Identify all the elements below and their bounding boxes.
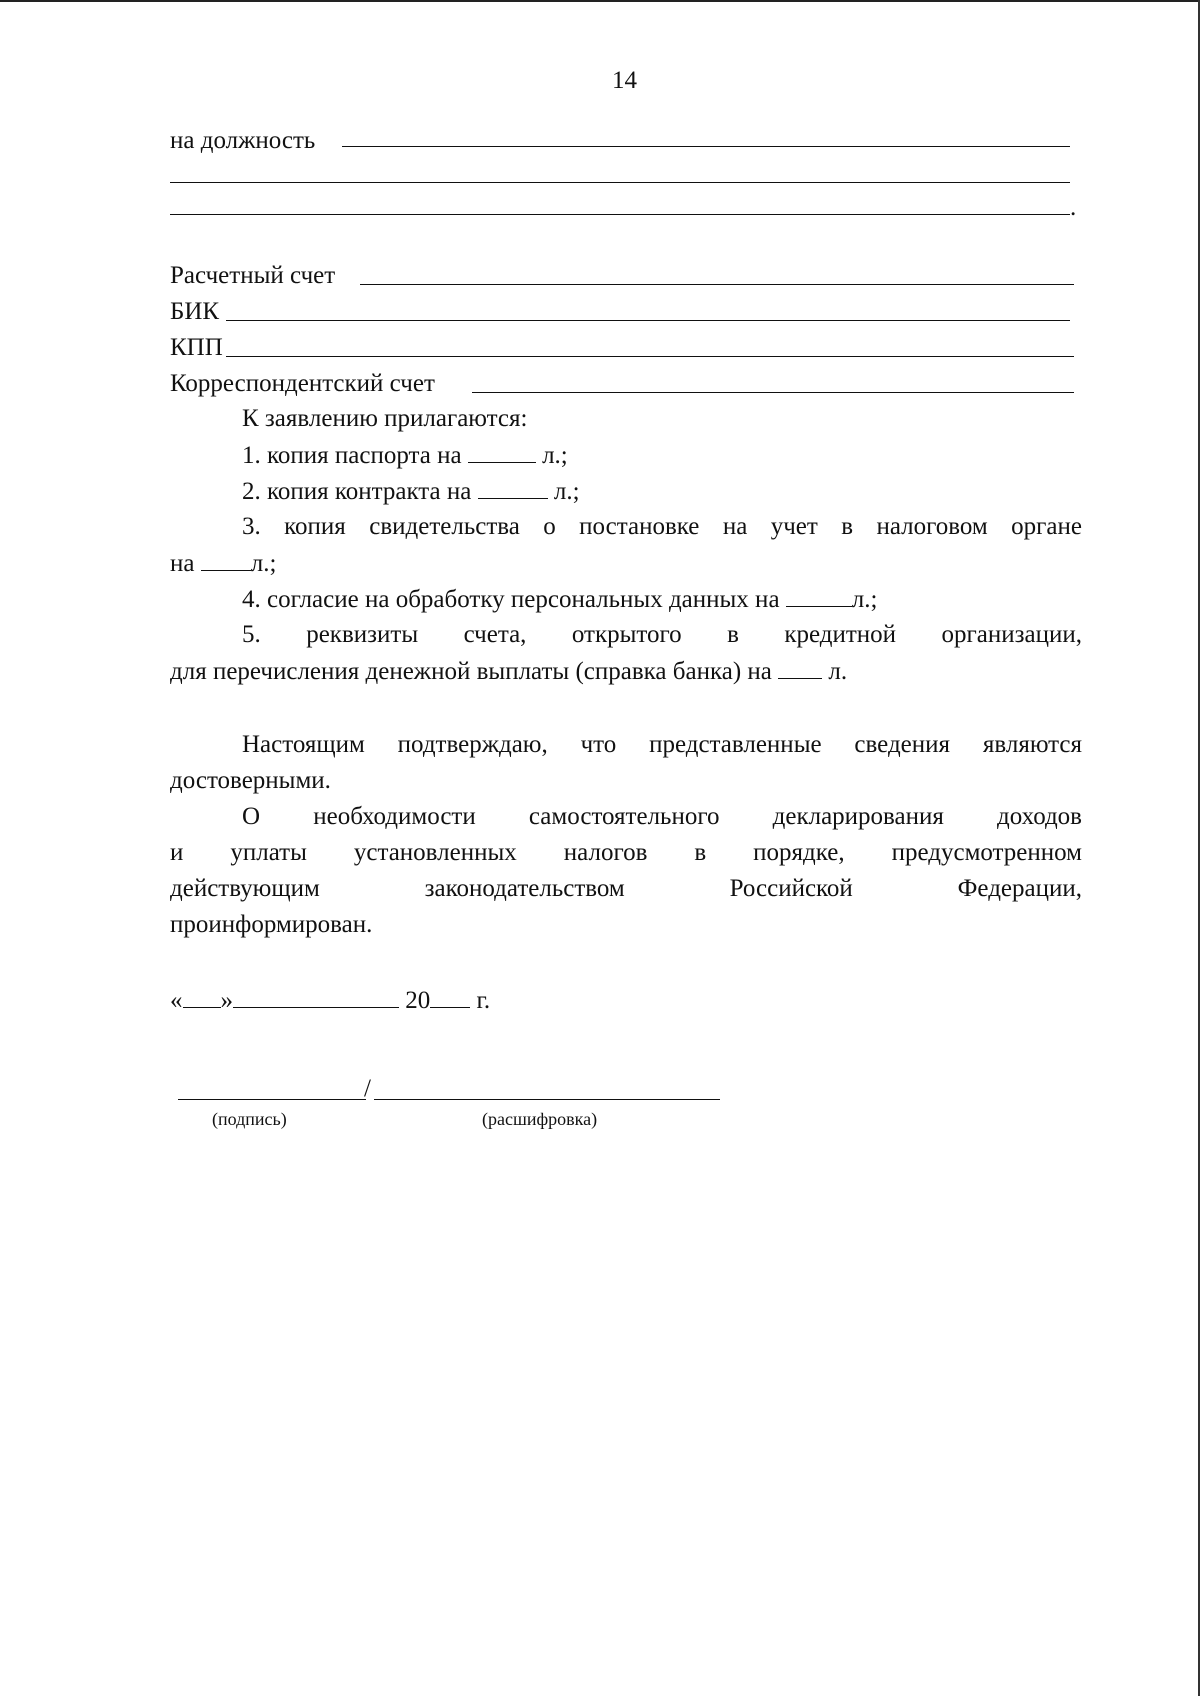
date-open-quote: « [170,987,183,1014]
attachment-item-2-text: 2. копия контракта на [242,478,472,505]
decryption-caption: (расшифровка) [482,1109,598,1129]
attachment-item-3-text: на [170,550,195,577]
attachment-item-1-suffix: л.; [542,442,568,469]
position-field-line-3[interactable] [170,214,1070,215]
attachment-item-5-text: для перечисления денежной выплаты (справка банка) на [170,658,772,685]
attachment-item-5-suffix: л. [828,658,848,685]
page-number: 14 [612,67,637,94]
tax-notice-line-4: проинформирован. [170,911,373,938]
attachment-item-1 [242,440,568,471]
attachment-item-3-suffix: л.; [250,550,277,577]
attachment-item-3-pages-field[interactable] [201,548,251,571]
attachment-item-5-line-2 [170,656,847,687]
date-year-field[interactable] [430,985,470,1008]
bik-label: БИК [170,298,220,325]
attachment-item-1-pages-field[interactable] [468,440,536,463]
corr-account-label: Корреспондентский счет [170,370,435,397]
account-field-line[interactable] [360,284,1074,285]
position-field-line-1[interactable] [342,146,1070,147]
bik-field-line[interactable] [226,320,1070,321]
date-year-suffix: г. [476,987,491,1014]
attachment-item-4-suffix: л.; [851,586,878,613]
signature-caption: (подпись) [212,1109,287,1129]
kpp-label: КПП [170,334,223,361]
tax-notice-line-2: и уплаты установленных налогов в порядке, предусмотренном [170,839,1082,866]
attachments-heading: К заявлению прилагаются: [242,405,528,432]
attachment-item-5-pages-field[interactable] [778,656,822,679]
date-close-quote: » [220,987,233,1014]
signature-field-line[interactable] [178,1099,366,1100]
scan-top-edge [0,0,1200,2]
attachment-item-3-line-2 [170,548,276,579]
attachment-item-4-text: 4. согласие на обработку персональных данных на [242,586,780,613]
attachment-item-2 [242,476,580,507]
position-end-mark: . [1070,194,1077,221]
account-label: Расчетный счет [170,262,336,289]
position-field-line-2[interactable] [170,182,1070,183]
attachment-item-4-pages-field[interactable] [786,584,852,607]
date-day-field[interactable] [183,985,221,1008]
decryption-field-line[interactable] [374,1099,720,1100]
signature-separator: / [364,1075,371,1102]
position-label: на должность [170,127,316,154]
attachment-item-1-text: 1. копия паспорта на [242,442,462,469]
date-year-prefix: 20 [405,987,431,1014]
attachment-item-3-line-1: 3. копия свидетельства о постановке на учет в налоговом органе [242,513,1082,540]
date-month-field[interactable] [233,985,399,1008]
attachment-item-2-pages-field[interactable] [478,476,548,499]
kpp-field-line[interactable] [226,356,1074,357]
confirmation-line-1: Настоящим подтверждаю, что представленные сведения являются [242,731,1082,758]
date-line [170,985,490,1016]
attachment-item-2-suffix: л.; [553,478,580,505]
tax-notice-line-1: О необходимости самостоятельного декларирования доходов [242,803,1082,830]
confirmation-line-2: достоверными. [170,767,331,794]
tax-notice-line-3: действующим законодательством Российской Федерации, [170,875,1082,902]
attachment-item-4 [242,584,877,615]
attachment-item-5-line-1: 5. реквизиты счета, открытого в кредитной организации, [242,621,1082,648]
corr-account-field-line[interactable] [472,392,1074,393]
